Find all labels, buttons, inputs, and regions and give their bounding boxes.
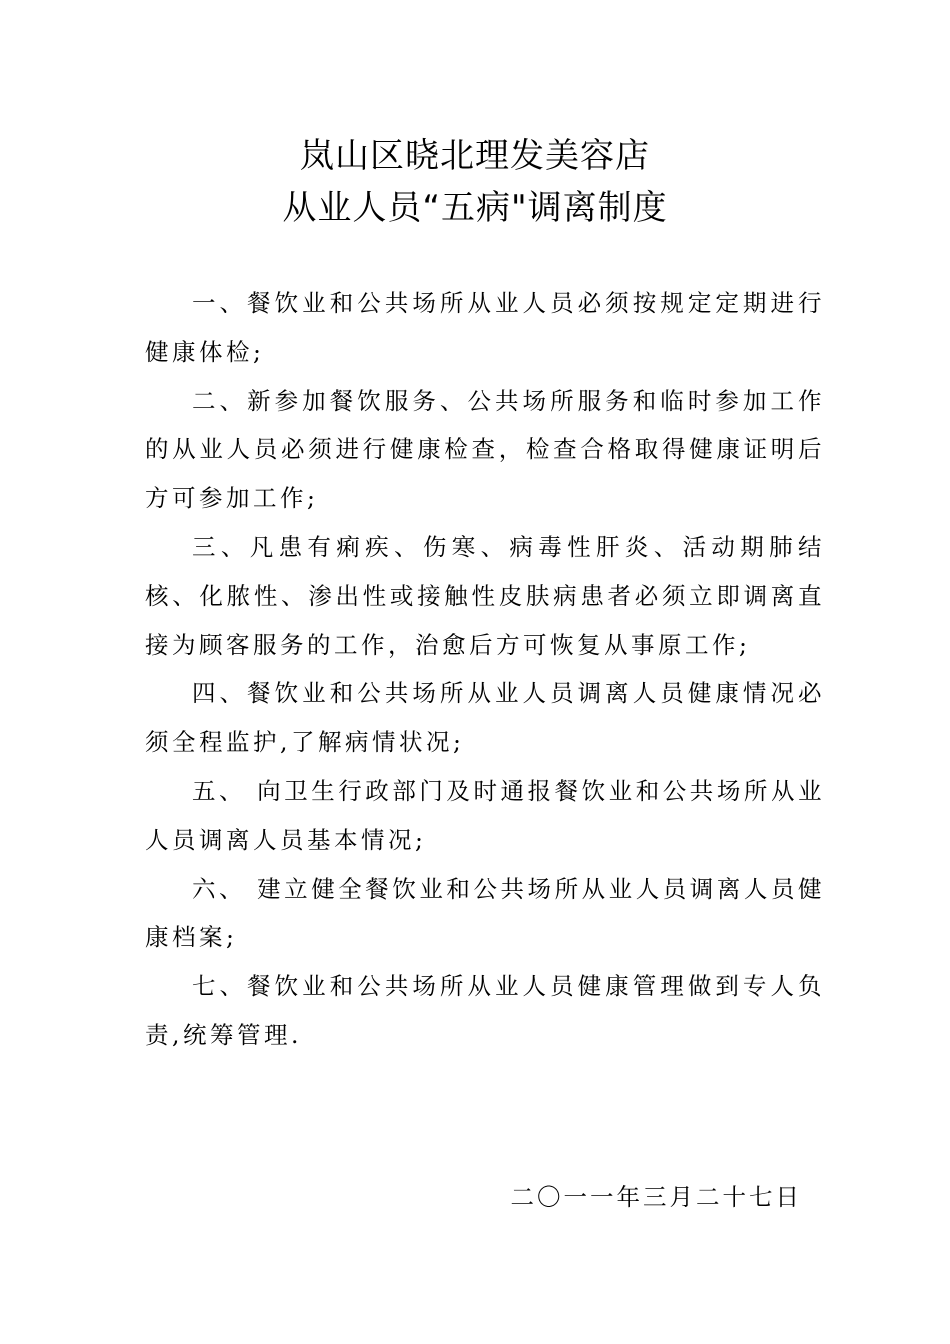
clause-4: 四、餐饮业和公共场所从业人员调离人员健康情况必须全程监护,了解病情状况; — [145, 679, 825, 757]
clause-2: 二、新参加餐饮服务、公共场所服务和临时参加工作的从业人员必须进行健康检查，检查合格取得健康证明后方可参加工作; — [145, 386, 825, 513]
document-title-line-1: 岚山区晓北理发美容店 — [300, 136, 650, 176]
document-body — [145, 279, 825, 1060]
document-title-line-2: 从业人员“五病"调离制度 — [282, 188, 668, 228]
clause-3: 三、凡患有痢疾、伤寒、病毒性肝炎、活动期肺结核、化脓性、渗出性或接触性皮肤病患者必须立即调离直接为顾客服务的工作，治愈后方可恢复从事原工作; — [145, 532, 825, 659]
clause-1: 一、餐饮业和公共场所从业人员必须按规定定期进行健康体检; — [145, 289, 825, 366]
clause-6: 六、 建立健全餐饮业和公共场所从业人员调离人员健康档案; — [145, 874, 825, 952]
clause-5: 五、 向卫生行政部门及时通报餐饮业和公共场所从业人员调离人员基本情况; — [145, 776, 825, 854]
document-date: 二〇一一年三月二十七日 — [510, 1183, 802, 1211]
clause-7: 七、餐饮业和公共场所从业人员健康管理做到专人负责,统筹管理. — [145, 972, 825, 1049]
